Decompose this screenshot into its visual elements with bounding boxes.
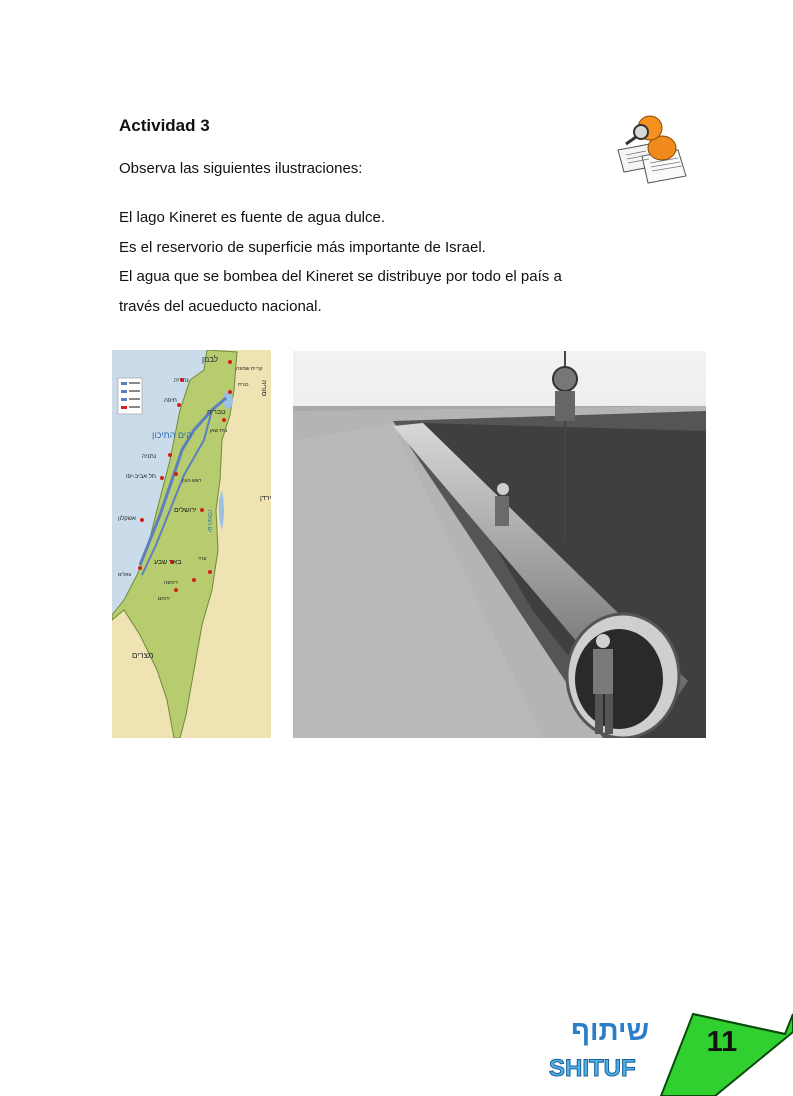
activity-title: Actividad 3 [119,116,210,135]
map-label-ashkelon: אשקלון [118,516,136,522]
map-label-nahariya: נהריה [174,378,189,384]
map-label-kiryat-shmona: קריית שמונה [236,366,263,372]
logo-latin: SHITUF [549,1055,636,1082]
map-label-lebanon: לבנון [202,355,219,364]
map-label-tiberias: טבריה [207,409,226,416]
page-number: 11 [706,1026,738,1058]
map-label-tel-aviv: תל אביב-יפו [126,474,156,480]
shituf-logo [545,1010,657,1085]
map-label-arad: ערד [198,556,207,562]
map-label-kinneret: כנרת [238,382,249,388]
map-label-beer-sheva: באר שבע [154,559,182,566]
map-label-yeruham: ירוחם [158,596,170,602]
map-label-dimona: דימונה [164,580,178,586]
map-label-egypt: מצרים [132,651,154,660]
body-line: Es el reservorio de superficie más importante de Israel. [119,238,486,256]
map-label-tsehelim: צאלים [118,572,132,578]
map-label-netanya: נתניה [142,454,157,460]
israel-water-carrier-map [112,350,271,738]
map-label-syria: סוריה [260,380,267,397]
activity-instruction: Observa las siguientes ilustraciones: [119,160,363,177]
map-label-rosh-haayin: ראש העין [182,478,202,484]
map-label-jordan: ירדן [260,495,271,502]
magnifier-documents-icon [612,110,692,185]
activity-body [119,203,562,321]
body-line: través del acueducto nacional. [119,297,322,315]
map-label-haifa: חיפה [164,398,177,404]
body-line: El lago Kineret es fuente de agua dulce. [119,209,386,226]
aqueduct-construction-photo [293,351,706,738]
logo-hebrew: שיתוף [571,1015,649,1046]
body-line: El agua que se bombea del Kineret se distribuye por todo el país a [119,268,562,285]
map-label-dead-sea: ים המלח [206,510,212,533]
map-label-jerusalem: ירושלים [174,507,197,514]
map-label-sea: הים התיכון [152,430,192,440]
map-label-beit-shean: בית שאן [210,428,228,434]
